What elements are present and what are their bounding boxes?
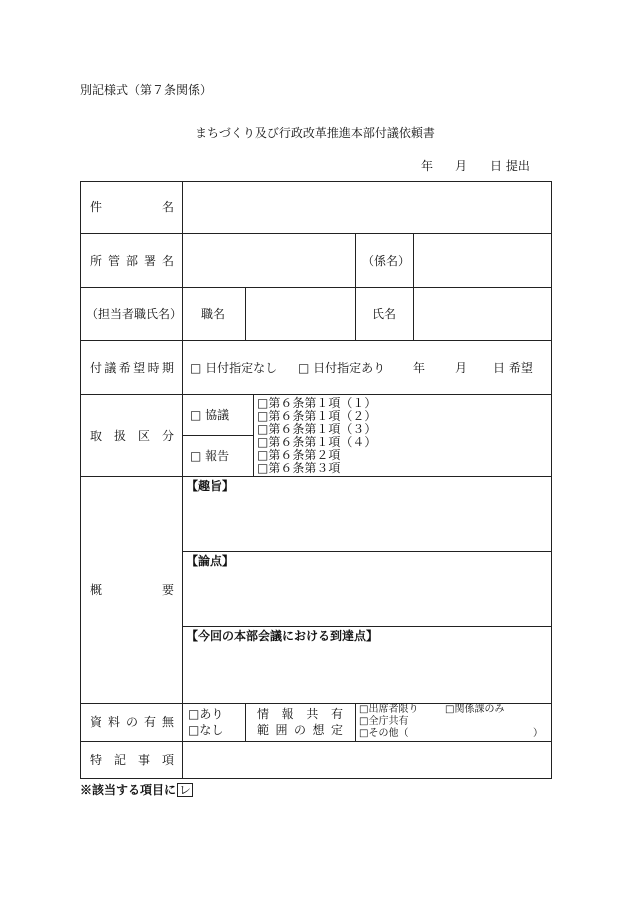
subject-label: 件 名 <box>90 200 174 214</box>
materials-label: 資 料 の 有 無 <box>90 715 174 729</box>
purpose-field[interactable] <box>184 494 550 550</box>
issues-field[interactable] <box>184 569 550 625</box>
article-6-1-1-checkbox[interactable]: □第６条第１項（１） <box>257 396 377 410</box>
person-label: （担当者職氏名） <box>86 307 183 321</box>
materials-yes-checkbox[interactable]: □あり <box>188 707 224 721</box>
name-label: 氏名 <box>372 307 397 321</box>
subject-field[interactable] <box>184 183 550 232</box>
notes-label: 特 記 事 項 <box>90 753 174 767</box>
sharing-scope-label-line1: 情 報 共 有 <box>257 707 343 721</box>
timing-year-label: 年 <box>413 361 426 375</box>
purpose-heading: 【趣旨】 <box>186 479 235 493</box>
name-field[interactable] <box>415 289 550 339</box>
sharing-scope-label-line2: 範 囲 の 想 定 <box>257 723 343 737</box>
job-title-label: 職名 <box>201 307 226 321</box>
article-6-1-3-checkbox[interactable]: □第６条第１項（３） <box>257 422 377 436</box>
kakari-label: （係名） <box>362 254 411 268</box>
article-6-3-checkbox[interactable]: □第６条第３項 <box>257 461 341 475</box>
share-other-field[interactable] <box>410 728 530 740</box>
issues-heading: 【論点】 <box>186 554 235 568</box>
department-field[interactable] <box>184 235 354 286</box>
article-6-1-4-checkbox[interactable]: □第６条第１項（４） <box>257 435 377 449</box>
notes-field[interactable] <box>184 743 550 777</box>
share-other-checkbox[interactable]: □その他（ <box>359 728 409 739</box>
materials-no-checkbox[interactable]: □なし <box>188 723 224 737</box>
share-attendees-checkbox[interactable]: □出席者限り <box>359 704 419 715</box>
footer-note: ※該当する項目に レ <box>80 783 192 797</box>
hokoku-checkbox[interactable]: □ 報告 <box>190 449 230 463</box>
timing-month-label: 月 <box>455 361 468 375</box>
share-related-sections-checkbox[interactable]: □関係課のみ <box>445 704 505 715</box>
article-6-2-checkbox[interactable]: □第６条第２項 <box>257 448 341 462</box>
date-day-label: 日 提出 <box>490 159 530 173</box>
share-other-close-paren: ） <box>533 728 543 739</box>
check-mark-box: レ <box>179 783 192 797</box>
kyogi-checkbox[interactable]: □ 協議 <box>190 408 230 422</box>
timing-no-date-checkbox[interactable]: □ 日付指定なし <box>190 361 278 375</box>
goal-heading: 【今回の本部会議における到達点】 <box>186 629 379 643</box>
date-month-label: 月 <box>455 159 468 173</box>
goal-field[interactable] <box>184 644 550 702</box>
article-6-1-2-checkbox[interactable]: □第６条第１項（２） <box>257 409 377 423</box>
share-all-office-checkbox[interactable]: □全庁共有 <box>359 716 409 727</box>
category-label: 取 扱 区 分 <box>90 429 174 443</box>
kakari-field[interactable] <box>415 235 550 286</box>
form-reference: 別記様式（第７条関係） <box>80 83 213 97</box>
timing-date-specified-checkbox[interactable]: □ 日付指定あり <box>298 361 386 375</box>
timing-label: 付 議 希 望 時 期 <box>90 361 174 375</box>
date-year-label: 年 <box>421 159 434 173</box>
summary-label: 概 要 <box>90 583 174 597</box>
timing-day-label: 日 希望 <box>493 361 533 375</box>
document-title: まちづくり及び行政改革推進本部付議依頼書 <box>195 126 435 140</box>
job-title-field[interactable] <box>247 289 354 339</box>
department-label: 所 管 部 署 名 <box>90 254 174 268</box>
